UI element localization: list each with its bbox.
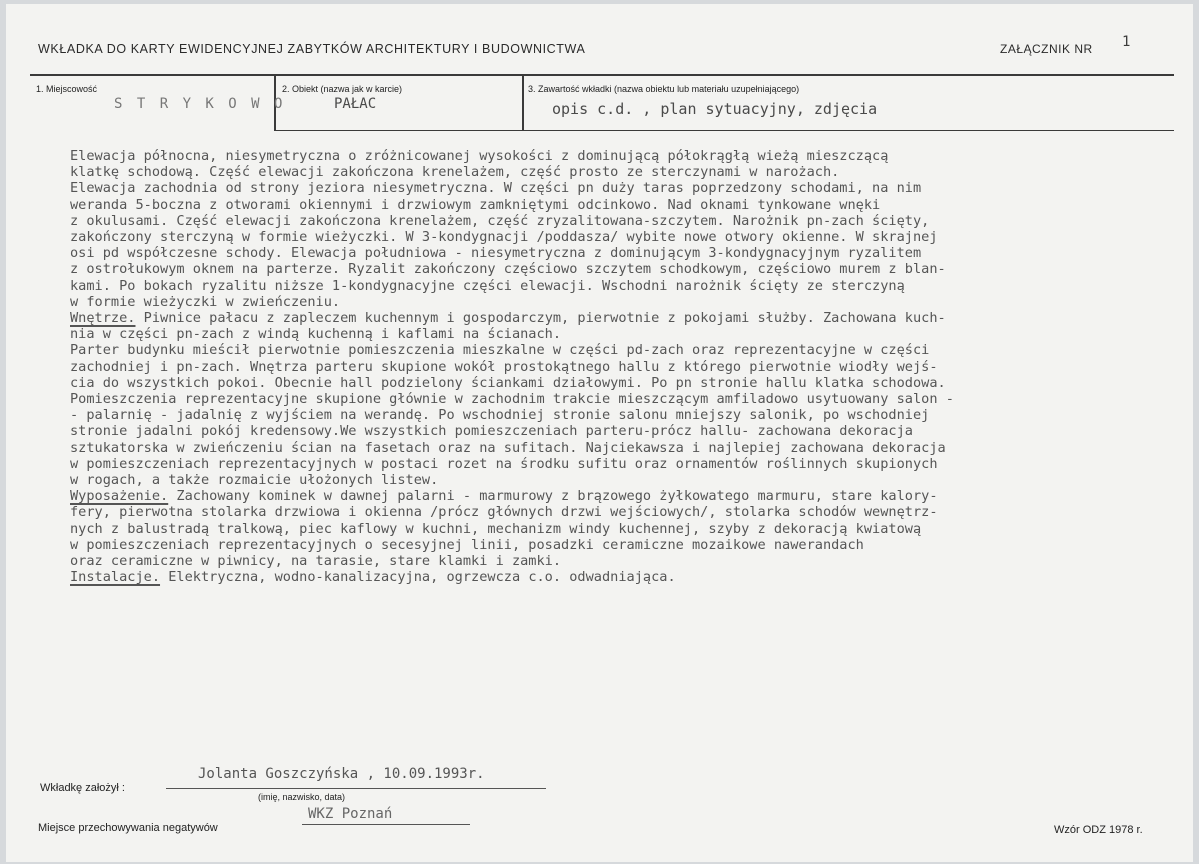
description-text-run: Elektryczna, wodno-kanalizacyjna, ogrzewcza c.o. odwadniająca. <box>160 569 676 586</box>
description-text-run: osi pd współczesne schody. Elewacja południowa - niesymetryczna z dominującym 3-kondygnacyjnym ryzalitem <box>70 245 922 262</box>
description-line <box>70 326 1185 342</box>
description-line <box>70 537 1185 553</box>
description-line <box>70 553 1185 569</box>
section-heading: Instalacje. <box>70 569 161 586</box>
added-by-value: Jolanta Goszczyńska , 10.09.1993r. <box>198 766 485 782</box>
description-line <box>70 407 1185 423</box>
section-heading: Wyposażenie. <box>70 488 169 505</box>
description-text-run: fery, pierwotna stolarka drzwiowa i okienna /prócz głównych drzwi wejściowych/, stolarka schodów wewnętrz- <box>70 504 938 521</box>
document-page <box>6 4 1193 862</box>
description-text-run: Pomieszczenia reprezentacyjne skupione głównie w zachodnim trakcie mieszczącym amfiladowo usytuowany salon - <box>70 391 954 408</box>
description-text-run: - palarnię - jadalnię z wyjściem na werandę. Po wschodniej stronie salonu mniejszy salonik, po wschodniej <box>70 407 930 424</box>
description-text-run: w formie wieżyczki w zwieńczeniu. <box>70 293 341 310</box>
description-line <box>70 488 1185 504</box>
description-line <box>70 391 1185 407</box>
object-label: 2. Obiekt (nazwa jak w karcie) <box>282 84 403 94</box>
negatives-label: Miejsce przechowywania negatywów <box>38 822 218 834</box>
description-line <box>70 245 1185 261</box>
description-line <box>70 229 1185 245</box>
description-line <box>70 148 1185 164</box>
description-text-run: Piwnice pałacu z zapleczem kuchennym i gospodarczym, pierwotnie z pokojami służby. Zachowana kuch- <box>135 310 946 327</box>
description-line <box>70 261 1185 277</box>
description-line <box>70 472 1185 488</box>
object-value: PAŁAC <box>334 96 377 112</box>
description-text-run: Parter budynku mieścił pierwotnie pomieszczenia mieszkalne w części pd-zach oraz reprezentacyjne w części <box>70 342 930 359</box>
description-line <box>70 278 1185 294</box>
attachment-label: ZAŁĄCZNIK NR <box>1000 42 1093 56</box>
description-text-run: sztukatorska w zwieńczeniu ścian na fasetach oraz na sufitach. Najciekawsza i najlepiej zachowana dekoracja <box>70 439 946 456</box>
field-divider-2 <box>522 76 524 130</box>
place-value: S T R Y K O W O <box>114 96 286 112</box>
description-line <box>70 569 1185 585</box>
description-line <box>70 180 1185 196</box>
description-text-run: Elewacja północna, niesymetryczna o zróżnicowanej wysokości z dominującą półokrągłą wieżą mieszczącą <box>70 148 889 164</box>
description-text-run: oraz ceramiczne w piwnicy, na tarasie, stare klamki i zamki. <box>70 553 562 570</box>
description-text-run: w pomieszczeniach reprezentacyjnych o secesyjnej linii, posadzki ceramiczne mozaikowe nawerandach <box>70 536 864 553</box>
content-value: opis c.d. , plan sytuacyjny, zdjęcia <box>552 100 878 118</box>
description-line <box>70 456 1185 472</box>
description-line <box>70 359 1185 375</box>
description-line <box>70 197 1185 213</box>
attachment-number: 1 <box>1122 34 1131 50</box>
description-line <box>70 310 1185 326</box>
form-code: Wzór ODZ 1978 r. <box>1054 824 1143 836</box>
description-text-run: nia w części pn-zach z windą kuchenną i kaflami na ścianach. <box>70 326 562 343</box>
description-line <box>70 294 1185 310</box>
description-text-run: zakończony sterczyną w formie wieżyczki. W 3-kondygnacji /poddasza/ wybite nowe otwory okienne. W skrajnej <box>70 229 938 246</box>
section-heading: Wnętrze. <box>70 310 136 327</box>
fields-bottom-rule <box>274 130 1174 131</box>
added-by-line <box>166 788 546 789</box>
negatives-value: WKZ Poznań <box>308 806 393 822</box>
description-text-run: kami. Po bokach ryzalitu niższe 1-kondygnacyjne części elewacji. Wschodni narożnik ścięty ze sterczyną <box>70 277 905 294</box>
description-text-run: nych z balustradą tralkową, piec kaflowy w kuchni, mechanizm windy kuchennej, szyby z dekoracją kwiatową <box>70 520 922 537</box>
place-label: 1. Miejscowość <box>36 84 98 94</box>
description-line <box>70 342 1185 358</box>
description-text-run: w rogach, a także rozmaicie ułożonych listew. <box>70 472 439 489</box>
added-by-hint: (imię, nazwisko, data) <box>258 792 346 802</box>
description-text-run: Elewacja zachodnia od strony jeziora niesymetryczna. W części pn duży taras poprzedzony schodami, na nim <box>70 180 922 197</box>
description-line <box>70 164 1185 180</box>
header-rule <box>30 74 1174 76</box>
description-text-run: w pomieszczeniach reprezentacyjnych w postaci rozet na środku sufitu oraz ornamentów roślinnych skupionych <box>70 455 938 472</box>
negatives-line <box>302 824 470 825</box>
description-text <box>70 148 1185 585</box>
added-by-label: Wkładkę założył : <box>40 782 125 794</box>
description-text-run: z okulusami. Część elewacji zakończona krenelażem, część zryzalitowana-szczytem. Narożnik pn-zach ścięty, <box>70 212 930 229</box>
content-label: 3. Zawartość wkładki (nazwa obiektu lub materiału uzupełniającego) <box>528 84 800 94</box>
description-text-run: klatkę schodową. Część elewacji zakończona krenelażem, część prosto ze sterczynami w narożach. <box>70 164 840 181</box>
description-text-run: z ostrołukowym oknem na parterze. Ryzalit zakończony częściowo szczytem schodkowym, częściowo murem z blan- <box>70 261 946 278</box>
description-line <box>70 521 1185 537</box>
description-text-run: weranda 5-boczna z otworami okiennymi i drzwiowym zamkniętymi odcinkowo. Nad oknami tynkowane wnęki <box>70 196 881 213</box>
description-line <box>70 375 1185 391</box>
description-line <box>70 504 1185 520</box>
description-line <box>70 423 1185 439</box>
description-text-run: cia do wszystkich pokoi. Obecnie hall podzielony ściankami działowymi. Po pn stronie hallu klatka schodowa. <box>70 374 946 391</box>
form-title: WKŁADKA DO KARTY EWIDENCYJNEJ ZABYTKÓW ARCHITEKTURY I BUDOWNICTWA <box>38 42 586 56</box>
description-text-run: zachodniej i pn-zach. Wnętrza parteru skupione wokół prostokątnego hallu z którego pierwotnie wiodły wejś- <box>70 358 938 375</box>
description-text-run: Zachowany kominek w dawnej palarni - marmurowy z brązowego żyłkowatego marmuru, stare kalory- <box>168 488 938 505</box>
description-line <box>70 213 1185 229</box>
description-text-run: stronie jadalni pokój kredensowy.We wszystkich pomieszczeniach parteru-prócz hallu- zachowana dekoracja <box>70 423 913 440</box>
description-line <box>70 440 1185 456</box>
